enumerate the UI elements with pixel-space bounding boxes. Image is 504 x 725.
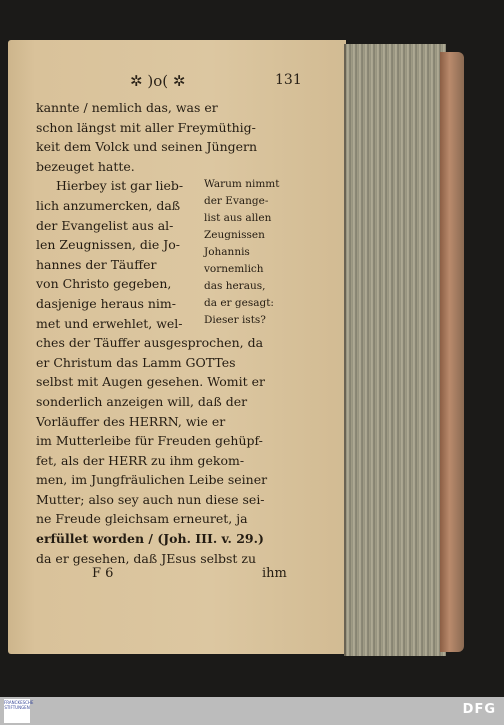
text-line: fet, als der HERR zu ihm gekom- bbox=[36, 452, 245, 468]
page-number: 131 bbox=[275, 72, 302, 88]
text-line: der Evangelist aus al- bbox=[36, 217, 174, 233]
text-line: sonderlich anzeigen will, daß der bbox=[36, 393, 248, 409]
signature-line bbox=[92, 566, 292, 581]
text-line: men, im Jungfräulichen Leibe seiner bbox=[36, 472, 268, 488]
text-line: er Christum das Lamm GOTTes bbox=[36, 354, 236, 370]
signature-mark: F 6 bbox=[92, 566, 114, 581]
header-ornament: ✲ )o( ✲ bbox=[130, 72, 186, 90]
text-line: im Mutterleibe für Freuden gehüpf- bbox=[36, 433, 263, 449]
main-text bbox=[36, 98, 296, 568]
text-line: Hierbey ist gar lieb- bbox=[56, 178, 184, 194]
viewer-footer bbox=[0, 697, 504, 725]
text-line: Mutter; also sey auch nun diese sei- bbox=[36, 491, 265, 507]
text-line: dasjenige heraus nim- bbox=[36, 295, 177, 311]
margin-line: list aus allen bbox=[204, 212, 272, 224]
margin-line: Johannis bbox=[204, 246, 250, 258]
text-line: schon längst mit aller Freymüthig- bbox=[36, 119, 256, 135]
page-edges bbox=[344, 44, 446, 656]
dfg-logo[interactable]: DFG bbox=[462, 702, 496, 717]
margin-line: Zeugnissen bbox=[204, 229, 265, 241]
text-line: len Zeugnissen, die Jo- bbox=[36, 237, 180, 253]
text-line: lich anzumercken, daß bbox=[36, 197, 181, 213]
text-line: ne Freude gleichsam erneuret, ja bbox=[36, 511, 248, 527]
text-line: kannte / nemlich das, was er bbox=[36, 100, 218, 115]
text-line: Vorläuffer des HERRN, wie er bbox=[36, 413, 226, 429]
margin-line: Dieser ists? bbox=[204, 314, 266, 326]
margin-line: da er gesagt: bbox=[204, 297, 274, 309]
text-line: met und erwehlet, wel- bbox=[36, 315, 183, 331]
margin-note bbox=[204, 176, 294, 329]
margin-line: das heraus, bbox=[204, 280, 266, 292]
catchword: ihm bbox=[262, 566, 287, 581]
text-line: ches der Täuffer ausgesprochen, da bbox=[36, 335, 264, 351]
text-line: selbst mit Augen gesehen. Womit er bbox=[36, 374, 265, 390]
text-line: bezeuget hatte. bbox=[36, 158, 135, 174]
text-line: hannes der Täuffer bbox=[36, 256, 157, 272]
text-line: keit dem Volck und seinen Jüngern bbox=[36, 139, 258, 155]
margin-line: Warum nimmt bbox=[204, 178, 280, 190]
institution-logo[interactable]: FRANCKESCHE STIFTUNGEN bbox=[4, 699, 30, 723]
book-cover-edge bbox=[440, 52, 464, 652]
margin-line: der Evange- bbox=[204, 195, 269, 207]
text-line: da er gesehen, daß JEsus selbst zu bbox=[36, 550, 257, 566]
text-line: erfüllet worden / (Joh. III. v. 29.) bbox=[36, 531, 264, 547]
margin-line: vornemlich bbox=[204, 263, 264, 275]
text-line: von Christo gegeben, bbox=[36, 276, 172, 292]
